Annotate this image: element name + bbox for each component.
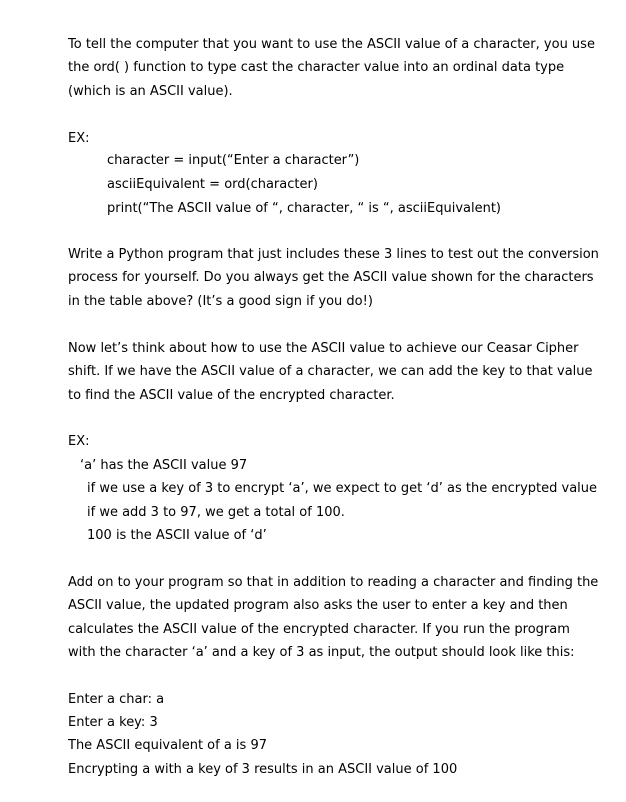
intro-line-3: (which is an ASCII value). [68,84,233,99]
output-line-4: Encrypting a with a key of 3 results in an ASCII value of 100 [68,762,458,777]
example-2-line-4: 100 is the ASCII value of ‘d’ [87,528,267,543]
example-1-code-line-1: character = input(“Enter a character”) [107,153,360,168]
output-line-2: Enter a key: 3 [68,715,158,730]
para-2-line-3: in the table above? (It’s a good sign if you do!) [68,294,373,309]
example-1-code-line-3: print(“The ASCII value of “, character, “ is “, asciiEquivalent) [107,201,501,216]
para-3-line-3: to find the ASCII value of the encrypted character. [68,388,395,403]
example-2-line-3: if we add 3 to 97, we get a total of 100. [87,505,345,520]
example-1-code-line-2: asciiEquivalent = ord(character) [107,177,318,192]
example-2-line-2: if we use a key of 3 to encrypt ‘a’, we expect to get ‘d’ as the encrypted value [87,481,598,496]
example-2-label: EX: [68,434,90,449]
para-4-line-1: Add on to your program so that in addition to reading a character and finding the [68,575,599,590]
intro-line-1: To tell the computer that you want to use the ASCII value of a character, you use [68,37,595,52]
para-4-line-3: calculates the ASCII value of the encrypted character. If you run the program [68,622,570,637]
output-line-3: The ASCII equivalent of a is 97 [68,738,267,753]
example-2-line-1: ‘a’ has the ASCII value 97 [80,458,248,473]
para-2-line-2: process for yourself. Do you always get the ASCII value shown for the characters [68,270,594,285]
para-4-line-2: ASCII value, the updated program also asks the user to enter a key and then [68,598,568,613]
intro-line-2: the ord( ) function to type cast the character value into an ordinal data type [68,60,565,75]
para-3-line-1: Now let’s think about how to use the ASCII value to achieve our Ceasar Cipher [68,341,579,356]
para-3-line-2: shift. If we have the ASCII value of a character, we can add the key to that value [68,364,593,379]
output-line-1: Enter a char: a [68,692,165,707]
para-2-line-1: Write a Python program that just includes these 3 lines to test out the conversion [68,247,599,262]
example-1-label: EX: [68,131,90,146]
para-4-line-4: with the character ‘a’ and a key of 3 as input, the output should look like this: [68,645,575,660]
